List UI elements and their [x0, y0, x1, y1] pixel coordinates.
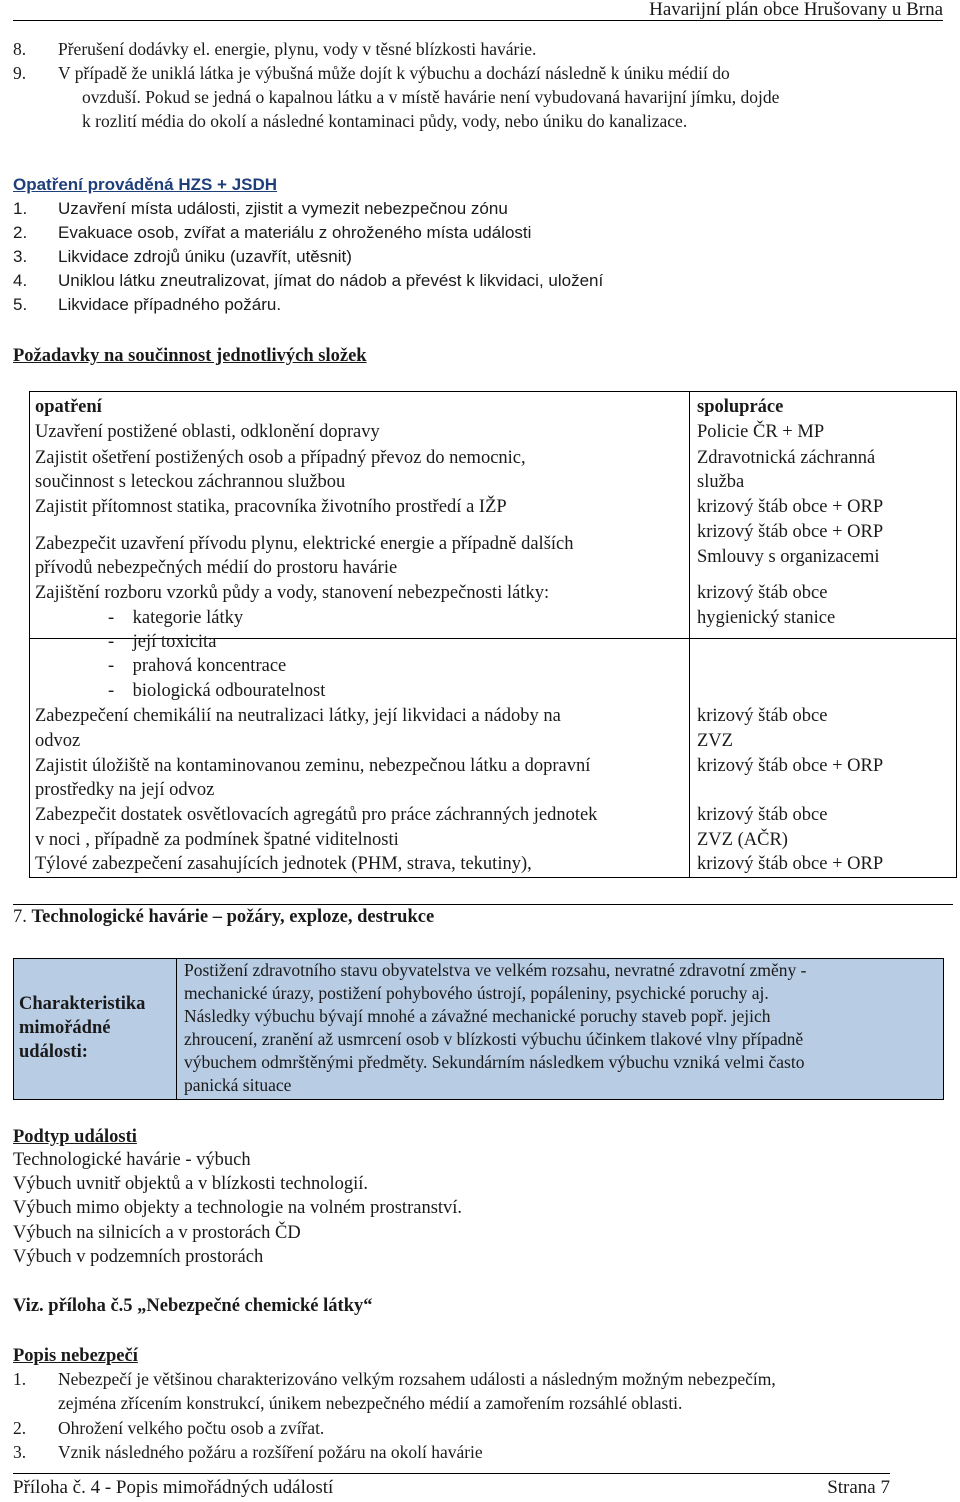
table-cell: v noci , případně za podmínek špatné viditelnosti [35, 830, 399, 850]
characteristic-box [13, 958, 944, 1100]
document-title: Havarijní plán obce Hrušovany u Brna [649, 0, 943, 20]
table-cell: Zabezpečit uzavření přívodu plynu, elektrické energie a případně dalších [35, 534, 574, 554]
table-cell: Zajistit úložiště na kontaminovanou zeminu, nebezpečnou látku a dopravní [35, 756, 591, 776]
table-cell: Policie ČR + MP [697, 422, 825, 442]
section-heading: 7. Technologické havárie – požáry, exploze, destrukce [13, 904, 953, 929]
column-divider [176, 959, 177, 1099]
column-header-measure: opatření [35, 397, 102, 417]
measure-item: 1. Uzavření místa události, zjistit a vymezit nebezpečnou zónu [13, 199, 508, 218]
table-cell: Zabezpečení chemikálií na neutralizaci látky, její likvidaci a nádoby na [35, 706, 561, 726]
measure-item: 3. Likvidace zdrojů úniku (uzavřít, utěsnit) [13, 247, 352, 266]
characteristic-label: Charakteristika mimořádné události: [19, 994, 146, 1062]
table-cell: ZVZ [697, 731, 733, 751]
danger-item-continuation: zejména zřícením konstrukcí, únikem nebezpečného médií a zamořením rozsáhlé oblasti. [58, 1393, 683, 1413]
table-cell-subitem: - její toxicita [108, 632, 217, 652]
attachment-reference: Viz. příloha č.5 „Nebezpečné chemické látky“ [13, 1296, 373, 1316]
danger-item: 1. Nebezpečí je většinou charakterizováno velkým rozsahem události a následným možným nebezpečím, [13, 1369, 776, 1389]
table-cell: krizový štáb obce [697, 583, 828, 603]
list-item-continuation: k rozlití média do okolí a následné kontaminaci půdy, vody, nebo úniku do kanalizace. [82, 111, 688, 131]
requirements-table [29, 391, 957, 878]
table-cell: krizový štáb obce [697, 706, 828, 726]
table-cell: Uzavření postižené oblasti, odklonění dopravy [35, 422, 380, 442]
table-cell: krizový štáb obce + ORP [697, 497, 884, 517]
subtype-item: Výbuch uvnitř objektů a v blízkosti technologií. [13, 1174, 369, 1194]
characteristic-text: Postižení zdravotního stavu obyvatelstva ve velkém rozsahu, nevratné zdravotní změny - mechanické úrazy, postižení pohybového ústrojí, popáleniny, psychické poruchy aj. Následky výbuchu bývají mnohé a závažné mechanické poruchy staveb popř. jejich zhroucení, zranění až usmrcení osob v blízkosti výbuchu účinkem tlakové vlny případně výbuchem odmrštěnými předměty. Sekundárním následkem výbuchu vzniká velmi často panická situace [184, 960, 807, 1095]
subtype-item: Výbuch na silnicích a v prostorách ČD [13, 1223, 301, 1243]
table-cell: Zajištění rozboru vzorků půdy a vody, stanovení nebezpečnosti látky: [35, 583, 550, 603]
table-cell: Zajistit ošetření postižených osob a případný převoz do nemocnic, [35, 448, 526, 468]
table-cell: hygienický stanice [697, 608, 836, 628]
table-cell: krizový štáb obce + ORP [697, 522, 884, 542]
table-cell: krizový štáb obce + ORP [697, 756, 884, 776]
table-cell: krizový štáb obce [697, 805, 828, 825]
subtype-item: Technologické havárie - výbuch [13, 1150, 251, 1170]
danger-item: 3. Vznik následného požáru a rozšíření požáru na okolí havárie [13, 1442, 483, 1462]
column-header-cooperation: spolupráce [697, 397, 784, 417]
table-cell: Zajistit přítomnost statika, pracovníka životního prostředí a IŽP [35, 497, 507, 517]
table-cell: ZVZ (AČR) [697, 830, 788, 850]
table-cell: Smlouvy s organizacemi [697, 547, 880, 567]
table-cell-subitem: - kategorie látky [108, 608, 244, 628]
table-cell-subitem: - biologická odbouratelnost [108, 681, 326, 701]
subtype-item: Výbuch v podzemních prostorách [13, 1247, 264, 1267]
subtype-heading: Podtyp události [13, 1127, 137, 1147]
requirements-heading: Požadavky na součinnost jednotlivých složek [13, 346, 367, 366]
table-cell: součinnost s leteckou záchrannou službou [35, 472, 346, 492]
table-cell: prostředky na její odvoz [35, 780, 215, 800]
column-divider [689, 392, 690, 877]
measures-heading: Opatření prováděná HZS + JSDH [13, 175, 278, 194]
measure-item: 4. Uniklou látku zneutralizovat, jímat do nádob a převést k likvidaci, uložení [13, 271, 604, 290]
table-cell: Zdravotnická záchranná [697, 448, 876, 468]
measure-item: 2. Evakuace osob, zvířat a materiálu z ohroženého místa události [13, 223, 532, 242]
footer-attachment-title: Příloha č. 4 - Popis mimořádných událostí [13, 1477, 334, 1498]
table-cell: Týlové zabezpečení zasahujících jednotek (PHM, strava, tekutiny), [35, 854, 532, 874]
page-header [13, 0, 943, 21]
table-cell-subitem: - prahová koncentrace [108, 656, 287, 676]
subtype-item: Výbuch mimo objekty a technologie na volném prostranství. [13, 1198, 463, 1218]
table-cell: přívodů nebezpečných médií do prostoru havárie [35, 558, 398, 578]
list-item: 9. V případě že uniklá látka je výbušná může dojít k výbuchu a dochází následně k úniku médií do [13, 63, 730, 83]
measure-item: 5. Likvidace případného požáru. [13, 295, 282, 314]
danger-heading: Popis nebezpečí [13, 1346, 138, 1366]
table-cell: odvoz [35, 731, 81, 751]
page-footer [13, 1473, 890, 1500]
table-cell: Zabezpečit dostatek osvětlovacích agregátů pro práce záchranných jednotek [35, 805, 598, 825]
table-cell: krizový štáb obce + ORP [697, 854, 884, 874]
list-item: 8. Přerušení dodávky el. energie, plynu, vody v těsné blízkosti havárie. [13, 39, 537, 59]
danger-item: 2. Ohrožení velkého počtu osob a zvířat. [13, 1418, 325, 1438]
list-item-continuation: ovzduší. Pokud se jedná o kapalnou látku a v místě havárie není vybudovaná havarijní jímku, dojde [82, 87, 780, 107]
table-cell: služba [697, 472, 745, 492]
page-number: Strana 7 [827, 1477, 890, 1498]
